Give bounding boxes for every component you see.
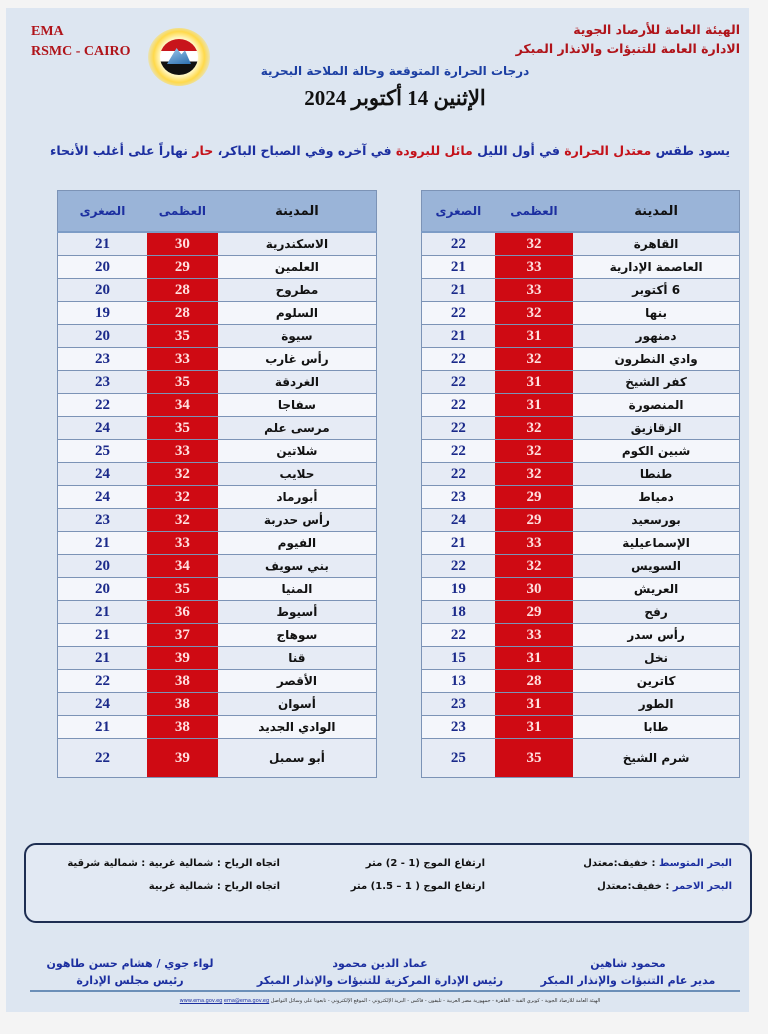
table-row [422, 486, 740, 509]
column-header-city: المدينة [573, 191, 739, 233]
table-row [58, 716, 377, 739]
temperature-table-left [57, 190, 377, 778]
summary-text: في آخره وفي الصباح الباكر، [213, 143, 396, 158]
city-cell: الطور [573, 693, 739, 716]
column-header-max: العظمى [495, 191, 573, 233]
max-temp-cell: 33 [147, 348, 218, 371]
min-temp-cell: 21 [422, 279, 495, 302]
footer-divider [30, 990, 740, 992]
signatory-title: رئيس الإدارة المركزية للتنبؤات والإنذار المبكر [256, 974, 504, 987]
org-line-1: الهيئة العامة للأرصاد الجوية [573, 22, 740, 37]
min-temp-cell: 22 [422, 302, 495, 325]
max-temp-cell: 39 [147, 739, 218, 778]
city-cell: دمياط [573, 486, 739, 509]
max-temp-cell: 32 [495, 463, 573, 486]
org-line-2: الادارة العامة للتنبؤات والانذار المبكر [515, 41, 740, 56]
signature-2 [250, 955, 510, 989]
city-cell: أبورماد [218, 486, 377, 509]
min-temp-cell: 23 [422, 716, 495, 739]
min-temp-cell: 21 [422, 532, 495, 555]
min-temp-cell: 23 [58, 509, 147, 532]
sea-state: : خفيف:معتدل [597, 881, 673, 892]
table-row [422, 232, 740, 256]
min-temp-cell: 24 [58, 463, 147, 486]
weather-summary [40, 143, 740, 158]
min-temp-cell: 21 [58, 532, 147, 555]
signatory-title: رئيس مجلس الإدارة [76, 974, 184, 987]
max-temp-cell: 32 [147, 463, 218, 486]
table-row [58, 532, 377, 555]
column-header-min: الصغرى [422, 191, 495, 233]
min-temp-cell: 22 [58, 739, 147, 778]
city-cell: الفيوم [218, 532, 377, 555]
city-cell: سوهاج [218, 624, 377, 647]
min-temp-cell: 21 [422, 325, 495, 348]
min-temp-cell: 18 [422, 601, 495, 624]
max-temp-cell: 29 [495, 486, 573, 509]
city-cell: الإسماعيلية [573, 532, 739, 555]
table-row [58, 693, 377, 716]
city-cell: رفح [573, 601, 739, 624]
table-row [58, 417, 377, 440]
max-temp-cell: 29 [147, 256, 218, 279]
city-cell: طابا [573, 716, 739, 739]
min-temp-cell: 22 [422, 232, 495, 256]
max-temp-cell: 38 [147, 693, 218, 716]
rsmc-label: RSMC - CAIRO [31, 44, 131, 59]
max-temp-cell: 32 [495, 440, 573, 463]
min-temp-cell: 21 [58, 716, 147, 739]
max-temp-cell: 38 [147, 670, 218, 693]
sea-label: البحر الاحمر [672, 881, 732, 892]
table-row [58, 440, 377, 463]
table-row [58, 463, 377, 486]
bulletin-subtitle: درجات الحرارة المتوقعة وحالة الملاحة البحرية [260, 64, 530, 78]
max-temp-cell: 33 [495, 624, 573, 647]
city-cell: المنصورة [573, 394, 739, 417]
city-cell: سفاجا [218, 394, 377, 417]
min-temp-cell: 22 [422, 624, 495, 647]
table-row [422, 578, 740, 601]
table-row [422, 532, 740, 555]
city-cell: كفر الشيخ [573, 371, 739, 394]
table-row [58, 624, 377, 647]
city-cell: السويس [573, 555, 739, 578]
min-temp-cell: 24 [422, 509, 495, 532]
min-temp-cell: 13 [422, 670, 495, 693]
max-temp-cell: 29 [495, 509, 573, 532]
max-temp-cell: 33 [147, 440, 218, 463]
wind-direction: اتجاه الرياح : شمالية غربية [148, 881, 280, 892]
city-cell: شلاتين [218, 440, 377, 463]
max-temp-cell: 35 [147, 417, 218, 440]
min-temp-cell: 21 [58, 601, 147, 624]
signature-1 [528, 955, 728, 989]
agency-label [31, 22, 131, 62]
max-temp-cell: 31 [495, 693, 573, 716]
table-row [422, 325, 740, 348]
min-temp-cell: 24 [58, 417, 147, 440]
min-temp-cell: 20 [58, 256, 147, 279]
min-temp-cell: 22 [422, 417, 495, 440]
signatory-title: مدير عام التنبؤات والإنذار المبكر [540, 974, 716, 987]
wave-height: ارتفاع الموج ( 1 – 1.5) متر [350, 881, 485, 892]
city-cell: رأس حدربة [218, 509, 377, 532]
table-row [58, 232, 377, 256]
column-header-city: المدينة [218, 191, 377, 233]
sea-state: : خفيف:معتدل [583, 858, 660, 869]
table-row [58, 601, 377, 624]
max-temp-cell: 33 [495, 279, 573, 302]
table-row [422, 256, 740, 279]
table-row [58, 555, 377, 578]
max-temp-cell: 31 [495, 394, 573, 417]
max-temp-cell: 38 [147, 716, 218, 739]
table-row [422, 279, 740, 302]
max-temp-cell: 36 [147, 601, 218, 624]
mountain-icon [167, 48, 191, 64]
city-cell: بني سويف [218, 555, 377, 578]
city-cell: أسيوط [218, 601, 377, 624]
table-row [58, 279, 377, 302]
table-row [58, 647, 377, 670]
summary-highlight: مائل للبرودة [395, 143, 473, 158]
table-row [422, 555, 740, 578]
max-temp-cell: 30 [495, 578, 573, 601]
min-temp-cell: 22 [422, 348, 495, 371]
table-row [422, 463, 740, 486]
table-row [422, 440, 740, 463]
min-temp-cell: 23 [58, 371, 147, 394]
min-temp-cell: 21 [58, 647, 147, 670]
table-row [58, 670, 377, 693]
temperature-table-right [421, 190, 740, 778]
city-cell: مرسى علم [218, 417, 377, 440]
table-row [58, 325, 377, 348]
table-row [58, 302, 377, 325]
column-header-min: الصغرى [58, 191, 147, 233]
table-row [422, 693, 740, 716]
table-row [422, 670, 740, 693]
max-temp-cell: 32 [495, 348, 573, 371]
min-temp-cell: 23 [422, 693, 495, 716]
max-temp-cell: 28 [147, 279, 218, 302]
table-row [58, 394, 377, 417]
wave-height: ارتفاع الموج (1 - 2) متر [365, 858, 485, 869]
table-row [422, 601, 740, 624]
city-cell: كاترين [573, 670, 739, 693]
min-temp-cell: 20 [58, 555, 147, 578]
max-temp-cell: 28 [495, 670, 573, 693]
city-cell: طنطا [573, 463, 739, 486]
min-temp-cell: 15 [422, 647, 495, 670]
max-temp-cell: 37 [147, 624, 218, 647]
max-temp-cell: 32 [495, 302, 573, 325]
min-temp-cell: 25 [58, 440, 147, 463]
table-row [422, 371, 740, 394]
city-cell: الوادي الجديد [218, 716, 377, 739]
max-temp-cell: 35 [147, 578, 218, 601]
max-temp-cell: 33 [495, 532, 573, 555]
city-cell: نخل [573, 647, 739, 670]
table-row [58, 578, 377, 601]
min-temp-cell: 22 [422, 463, 495, 486]
city-cell: القاهرة [573, 232, 739, 256]
max-temp-cell: 33 [495, 256, 573, 279]
min-temp-cell: 24 [58, 693, 147, 716]
max-temp-cell: 32 [495, 555, 573, 578]
signatory-name: عماد الدين محمود [332, 957, 428, 970]
max-temp-cell: 28 [147, 302, 218, 325]
city-cell: أسوان [218, 693, 377, 716]
city-cell: شرم الشيخ [573, 739, 739, 778]
max-temp-cell: 34 [147, 394, 218, 417]
footer-email-link[interactable]: ema@ema.gov.eg [223, 998, 270, 1004]
table-row [422, 417, 740, 440]
city-cell: دمنهور [573, 325, 739, 348]
sea-state-box [24, 843, 752, 923]
summary-text: يسود طقس [651, 143, 731, 158]
summary-highlight: حار [192, 143, 214, 158]
min-temp-cell: 20 [58, 325, 147, 348]
table-row [422, 302, 740, 325]
max-temp-cell: 35 [147, 325, 218, 348]
city-cell: رأس سدر [573, 624, 739, 647]
min-temp-cell: 21 [58, 624, 147, 647]
summary-highlight: معتدل الحرارة [564, 143, 652, 158]
signatory-name: محمود شاهين [590, 957, 666, 970]
organization-title [516, 20, 740, 58]
table-row [422, 348, 740, 371]
summary-text: نهاراً على أغلب الأنحاء [49, 143, 193, 158]
wind-direction: اتجاه الرياح : شمالية غربية : شمالية شرقية [67, 858, 280, 869]
table-row [58, 739, 377, 778]
column-header-max: العظمى [147, 191, 218, 233]
sea-label: البحر المتوسط [659, 858, 732, 869]
max-temp-cell: 35 [495, 739, 573, 778]
sea-name [583, 858, 732, 869]
table-row [422, 739, 740, 778]
max-temp-cell: 31 [495, 371, 573, 394]
min-temp-cell: 23 [58, 348, 147, 371]
table-row [58, 509, 377, 532]
city-cell: سيوة [218, 325, 377, 348]
max-temp-cell: 31 [495, 716, 573, 739]
table-row [58, 486, 377, 509]
table-row [422, 394, 740, 417]
table-header-row [422, 191, 740, 233]
max-temp-cell: 32 [147, 509, 218, 532]
min-temp-cell: 22 [422, 440, 495, 463]
min-temp-cell: 22 [422, 394, 495, 417]
max-temp-cell: 32 [495, 232, 573, 256]
min-temp-cell: 21 [422, 256, 495, 279]
min-temp-cell: 22 [58, 394, 147, 417]
max-temp-cell: 29 [495, 601, 573, 624]
city-cell: حلايب [218, 463, 377, 486]
table-row [58, 371, 377, 394]
city-cell: المنيا [218, 578, 377, 601]
max-temp-cell: 32 [147, 486, 218, 509]
agency-abbrev: EMA [31, 24, 64, 39]
min-temp-cell: 20 [58, 279, 147, 302]
signatory-name: لواء جوي / هشام حسن طاهون [46, 957, 214, 970]
min-temp-cell: 23 [422, 486, 495, 509]
summary-text: في أول الليل [472, 143, 565, 158]
max-temp-cell: 34 [147, 555, 218, 578]
flag-disc [160, 39, 198, 75]
max-temp-cell: 31 [495, 647, 573, 670]
max-temp-cell: 39 [147, 647, 218, 670]
table-row [422, 624, 740, 647]
min-temp-cell: 22 [58, 670, 147, 693]
city-cell: بنها [573, 302, 739, 325]
bulletin-date: الإثنين 14 أكتوبر 2024 [304, 86, 486, 110]
city-cell: 6 أكتوبر [573, 279, 739, 302]
city-cell: الاسكندرية [218, 232, 377, 256]
footer-website-link[interactable]: www.ema.gov.eg [179, 998, 223, 1004]
max-temp-cell: 31 [495, 325, 573, 348]
max-temp-cell: 33 [147, 532, 218, 555]
max-temp-cell: 35 [147, 371, 218, 394]
min-temp-cell: 22 [422, 555, 495, 578]
footer-contact [40, 998, 740, 1004]
min-temp-cell: 22 [422, 371, 495, 394]
city-cell: أبو سمبل [218, 739, 377, 778]
table-row [422, 716, 740, 739]
city-cell: شبين الكوم [573, 440, 739, 463]
table-row [422, 509, 740, 532]
table-header-row [58, 191, 377, 233]
city-cell: السلوم [218, 302, 377, 325]
min-temp-cell: 19 [422, 578, 495, 601]
city-cell: الأقصر [218, 670, 377, 693]
city-cell: الغردقة [218, 371, 377, 394]
city-cell: العريش [573, 578, 739, 601]
min-temp-cell: 19 [58, 302, 147, 325]
footer-text: الهيئة العامة للأرصاد الجوية - كوبري القبة - القاهرة - جمهورية مصر العربية - تليفون - فاكس - البريد الإلكتروني - الموقع الإلكتروني - تابعونا على وسائل التواصل [270, 998, 601, 1004]
city-cell: الزقازيق [573, 417, 739, 440]
signature-3 [40, 955, 220, 989]
city-cell: بورسعيد [573, 509, 739, 532]
max-temp-cell: 32 [495, 417, 573, 440]
min-temp-cell: 25 [422, 739, 495, 778]
table-row [58, 348, 377, 371]
city-cell: مطروح [218, 279, 377, 302]
min-temp-cell: 24 [58, 486, 147, 509]
city-cell: وادي النطرون [573, 348, 739, 371]
ema-logo-icon [148, 28, 210, 86]
city-cell: العاصمة الإدارية [573, 256, 739, 279]
city-cell: قنا [218, 647, 377, 670]
min-temp-cell: 20 [58, 578, 147, 601]
table-row [58, 256, 377, 279]
city-cell: العلمين [218, 256, 377, 279]
min-temp-cell: 21 [58, 232, 147, 256]
table-row [422, 647, 740, 670]
city-cell: رأس غارب [218, 348, 377, 371]
sea-name [597, 881, 732, 892]
max-temp-cell: 30 [147, 232, 218, 256]
